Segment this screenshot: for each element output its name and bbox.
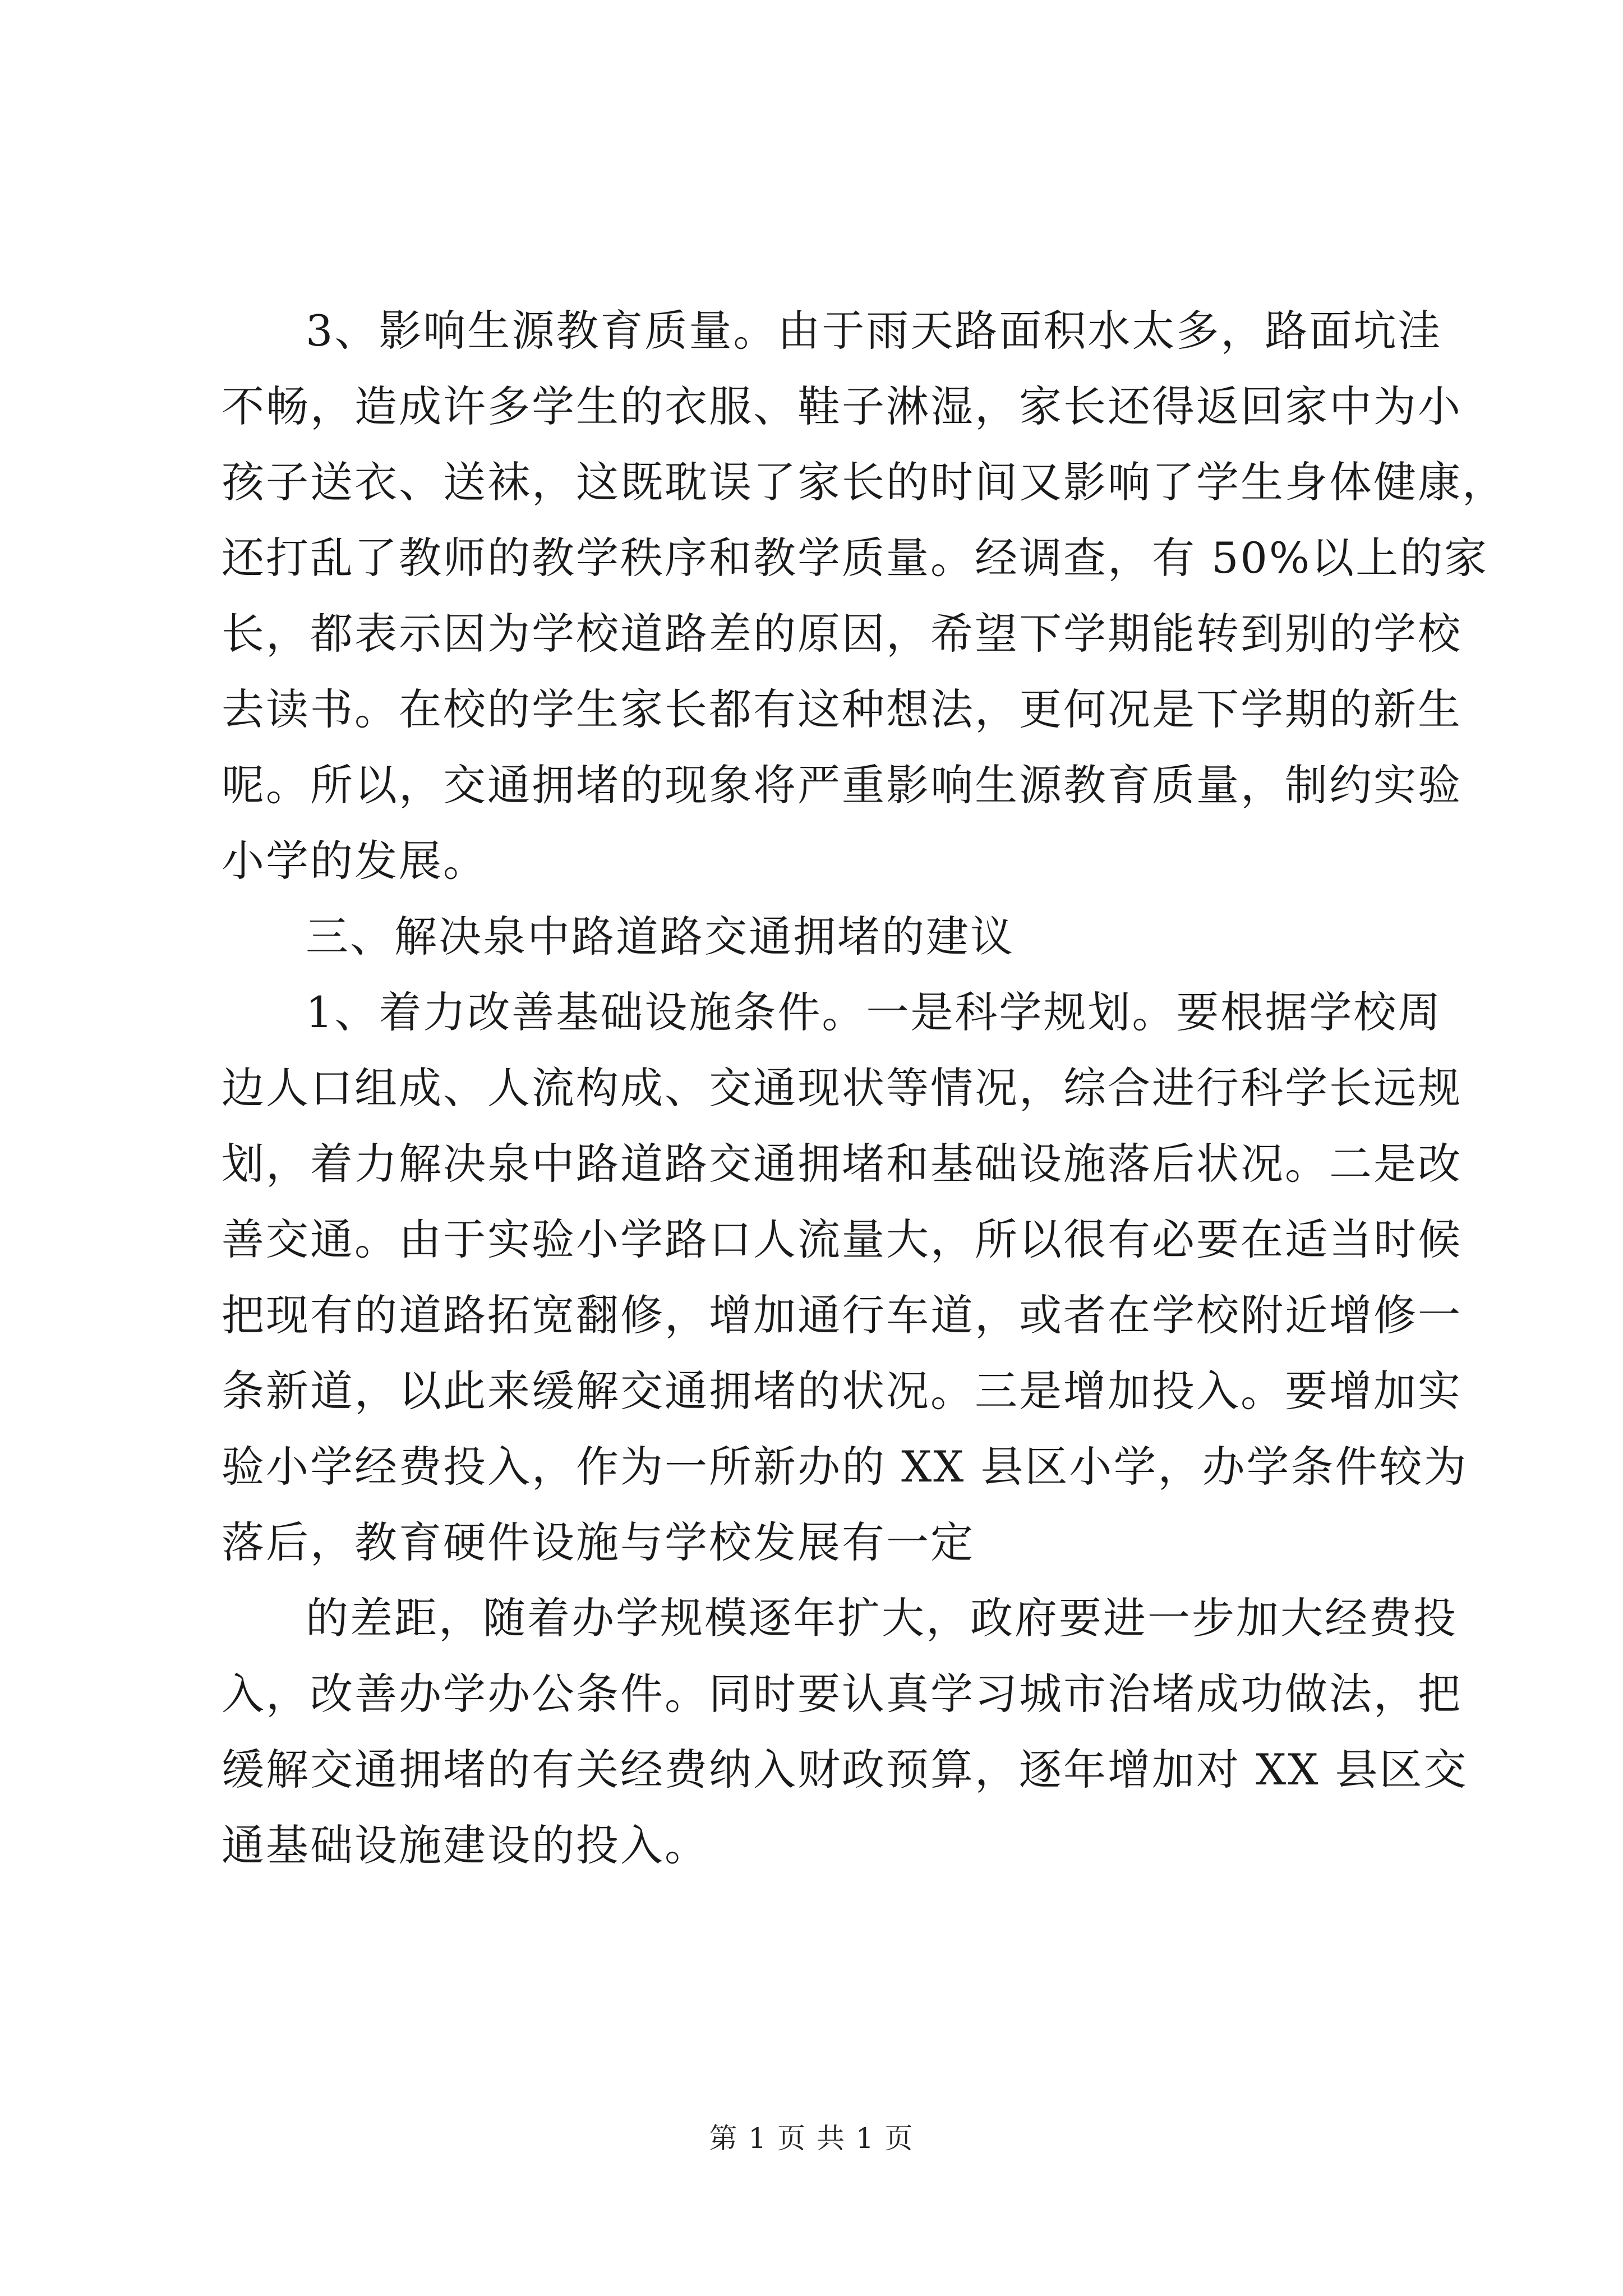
text-line: 的差距，随着办学规模逐年扩大，政府要进一步加大经费投	[306, 1593, 1458, 1643]
text-line: 不畅，造成许多学生的衣服、鞋子淋湿，家长还得返回家中为小	[222, 381, 1462, 431]
text-line: 长，都表示因为学校道路差的原因，希望下学期能转到别的学校	[222, 609, 1462, 659]
text-line: 划，着力解决泉中路道路交通拥堵和基础设施落后状况。二是改	[222, 1139, 1462, 1189]
text-line: 小学的发展。	[222, 836, 487, 886]
text-line: 1、着力改善基础设施条件。一是科学规划。要根据学校周	[306, 987, 1442, 1037]
text-line: 边人口组成、人流构成、交通现状等情况，综合进行科学长远规	[222, 1063, 1462, 1113]
text-line: 条新道，以此来缓解交通拥堵的状况。三是增加投入。要增加实	[222, 1366, 1462, 1416]
section-heading: 三、解决泉中路道路交通拥堵的建议	[306, 912, 1015, 961]
text-line: 呢。所以，交通拥堵的现象将严重影响生源教育质量，制约实验	[222, 760, 1462, 810]
text-line: 入，改善办学办公条件。同时要认真学习城市治堵成功做法，把	[222, 1669, 1462, 1719]
text-line: 把现有的道路拓宽翻修，增加通行车道，或者在学校附近增修一	[222, 1290, 1462, 1340]
text-line: 去读书。在校的学生家长都有这种想法，更何况是下学期的新生	[222, 684, 1462, 734]
text-line: 通基础设施建设的投入。	[222, 1820, 709, 1870]
text-line: 还打乱了教师的教学秩序和教学质量。经调查，有 50%以上的家	[222, 533, 1489, 583]
page-number-footer: 第 1 页 共 1 页	[709, 2122, 914, 2155]
text-line: 缓解交通拥堵的有关经费纳入财政预算，逐年增加对 XX 县区交	[222, 1745, 1468, 1795]
text-line: 3、影响生源教育质量。由于雨天路面积水太多，路面坑洼	[306, 306, 1442, 356]
text-line: 验小学经费投入，作为一所新办的 XX 县区小学，办学条件较为	[222, 1442, 1468, 1492]
text-line: 善交通。由于实验小学路口人流量大，所以很有必要在适当时候	[222, 1214, 1462, 1264]
text-line: 孩子送衣、送袜，这既耽误了家长的时间又影响了学生身体健康，	[222, 457, 1506, 507]
text-line: 落后，教育硬件设施与学校发展有一定	[222, 1517, 975, 1567]
